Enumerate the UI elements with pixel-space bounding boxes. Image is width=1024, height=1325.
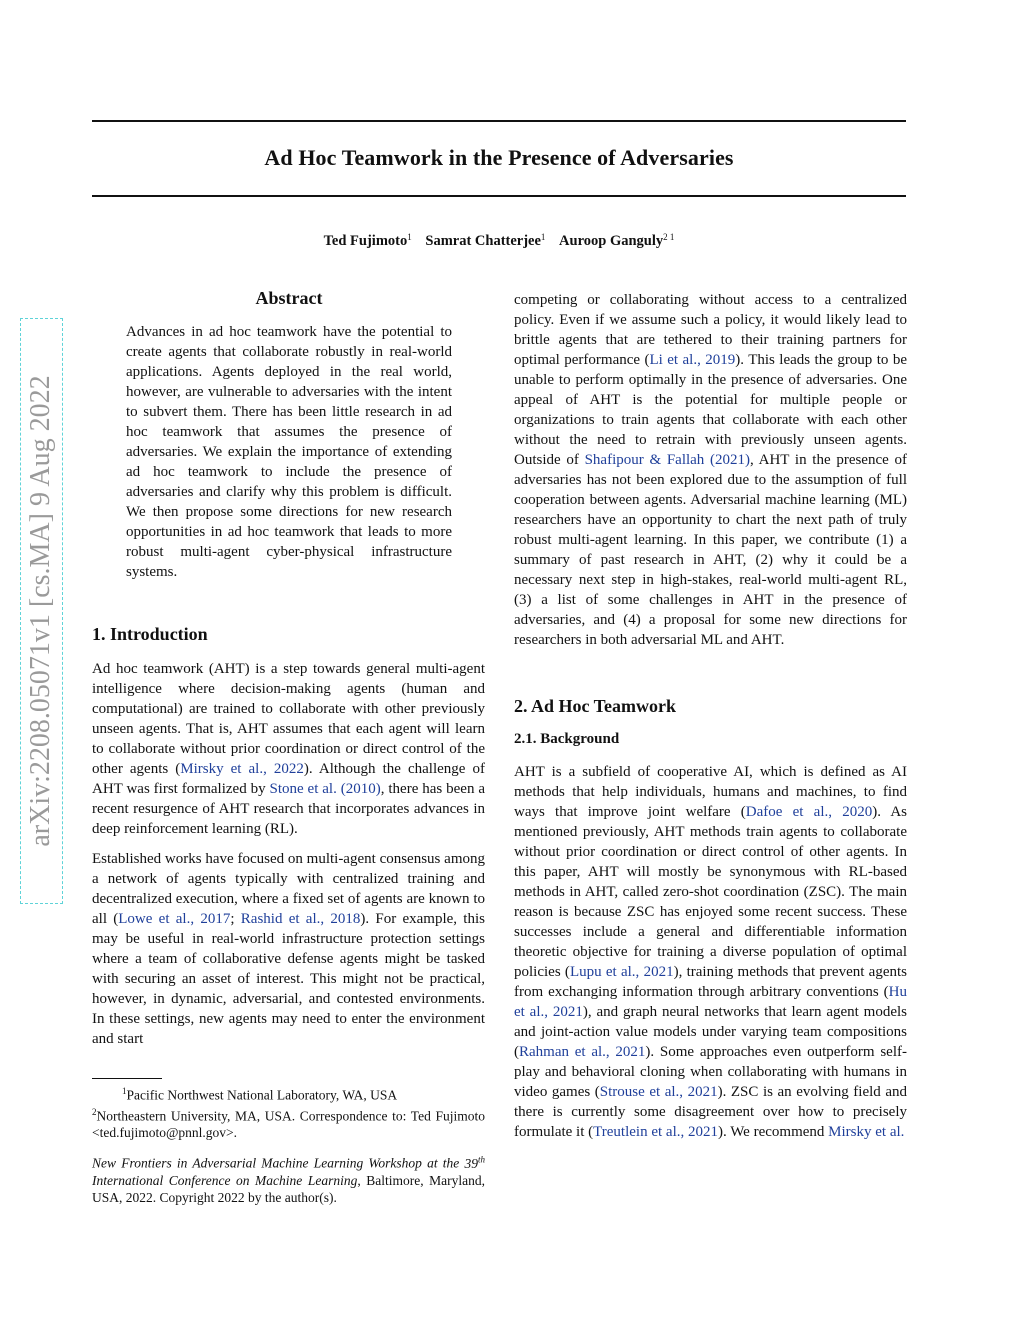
workshop-notice: New Frontiers in Adversarial Machine Learning Workshop at the 39th International Conference on Machine Learning, Baltimore, Maryland, USA, 2022. Copyright 2022 by the author(s). [92, 1154, 486, 1205]
citation-link[interactable]: Lupu et al., 2021 [569, 964, 674, 980]
paper-title: Ad Hoc Teamwork in the Presence of Adversaries [264, 145, 734, 170]
footnote-affiliation-1: $^1$Pacific Northwest National Laboratory, WA, USA [122, 1086, 398, 1103]
title-top-rule [92, 120, 906, 122]
citation-link[interactable]: Lowe et al., 2017 [118, 911, 231, 927]
citation-link[interactable]: Shafipour & Fallah (2021) [584, 452, 751, 468]
citation-link[interactable]: Dafoe et al., 2020 [745, 804, 873, 820]
citation-link[interactable]: Mirsky et al. [828, 1124, 905, 1140]
footnote-rule [92, 1078, 162, 1079]
intro-paragraph-1: Ad hoc teamwork (AHT) is a step towards general multi-agent intelligence where decision-making agents (human and computational) are trained to collaborate with other previously unseen agents. That is, AHT assumes that each agent will learn to collaborate without prior coordination or direct control of the other agents (Mirsky et al., 2022). Although the challenge of AHT was first formalized by Stone et al. (2010), there has been a recent resurgence of AHT research that incorporates advances in deep reinforcement learning (RL). [92, 661, 486, 837]
citation-link[interactable]: Stone et al. (2010) [269, 781, 381, 797]
intro-paragraph-2: Established works have focused on multi-agent consensus among a network of agents typically with centralized training and decentralized execution, where a fixed set of agents are known to all (Lowe et al., 2017; Rashid et al., 2018). For example, this may be useful in real-world infrastructure protection settings where a team of collaborative defense agents might be tasked with securing an asset of interest. This might not be practical, however, in dynamic, adversarial, and contested environments. In these settings, new agents may need to enter the environment and start [92, 851, 485, 1047]
intro-continuation: competing or collaborating without access to a centralized policy. Even if we assume such a policy, it would likely lead to brittle agents that are tethered to their training partners for optimal performance (Li et al., 2019). This leads the group to be unable to perform optimally in the presence of adversaries. One appeal of AHT is the potential for multiple people or organizations to train agents that collaborate with each other without the need to retrain with previously unseen agents. Outside of Shafipour & Fallah (2021), AHT in the presence of adversaries has not been explored due to the assumption of full cooperation between agents. Adversarial machine learning (ML) researchers have an opportunity to chart the next path of truly robust multi-agent learning. In this paper, we contribute (1) a summary of past research in AHT, (2) why it could be a necessary next step in high-stakes, real-world multi-agent RL, (3) a list of some challenges in AHT in the presence of adversaries, and (4) a proposal for some new directions for researchers in both adversarial ML and AHT. [514, 292, 908, 648]
citation-link[interactable]: Treutlein et al., 2021 [593, 1124, 718, 1140]
footnote-affiliation-2: $^2$Northeastern University, MA, USA. Correspondence to: Ted Fujimoto <ted.fujimoto@pnnl.gov>. [92, 1106, 485, 1140]
abstract-text: Advances in ad hoc teamwork have the potential to create agents that collaborate robustly in real-world applications. Agents deployed in the real world, however, are vulnerable to adversaries with the intent to subvert them. There has been little research in ad hoc teamwork that assumes the presence of adversaries. We explain the importance of extending ad hoc teamwork to include the presence of adversaries and clarify why this problem is difficult. We then propose some directions for new research opportunities in ad hoc teamwork that leads to more robust multi-agent cyber-physical infrastructure systems. [126, 324, 452, 580]
abstract-heading: Abstract [255, 288, 323, 308]
affiliation-footnotes [92, 1083, 485, 1141]
citation-link[interactable]: Hu et al., 2021 [514, 984, 907, 1020]
citation-link[interactable]: Mirsky et al., 2022 [180, 761, 304, 777]
citation-link[interactable]: Rashid et al., 2018 [240, 911, 361, 927]
title-bottom-rule [92, 195, 906, 197]
left-column [92, 659, 485, 1049]
author: Auroop Ganguly$^{2 1}$ [559, 232, 675, 249]
author: Samrat Chatterjee$^1$ [425, 232, 546, 249]
section-heading-introduction: 1. Introduction [92, 624, 208, 644]
section-heading-ad-hoc-teamwork: 2. Ad Hoc Teamwork [514, 696, 677, 716]
arxiv-stamp-text: arXiv:2208.05071v1 [cs.MA] 9 Aug 2022 [25, 375, 56, 847]
author: Ted Fujimoto$^1$ [323, 232, 412, 249]
right-column [514, 290, 907, 650]
background-column [514, 762, 907, 1142]
citation-link[interactable]: Rahman et al., 2021 [519, 1044, 646, 1060]
background-paragraph: AHT is a subfield of cooperative AI, which is defined as AI methods that help individuals, humans and machines, to find ways that improve joint welfare (Dafoe et al., 2020). As mentioned previously, AHT methods train agents to collaborate without prior coordination or direct control of other agents. In this paper, AHT will mostly be synonymous with RL-based methods in AHT, called zero-shot coordination (ZSC). The main reason is because ZSC has enjoyed some recent success. These successes include a general and differentiable information theoretic objective for training a diverse population of optimal policies (Lupu et al., 2021), training methods that prevent agents from exchanging information through arbitrary conventions (Hu et al., 2021), and graph neural networks that learn agent models and joint-action value models under varying team compositions (Rahman et al., 2021). Some approaches even outperform self-play and behavioral cloning when collaborating with humans in video games (Strouse et al., 2021). ZSC is an evolving field and there is currently some disagreement over how to precisely formulate it (Treutlein et al., 2021). We recommend Mirsky et al. [514, 764, 907, 1140]
subsection-heading-background: 2.1. Background [514, 731, 620, 747]
citation-link[interactable]: Li et al., 2019 [649, 352, 736, 368]
citation-link[interactable]: Strouse et al., 2021 [599, 1084, 718, 1100]
author-list [92, 232, 906, 250]
